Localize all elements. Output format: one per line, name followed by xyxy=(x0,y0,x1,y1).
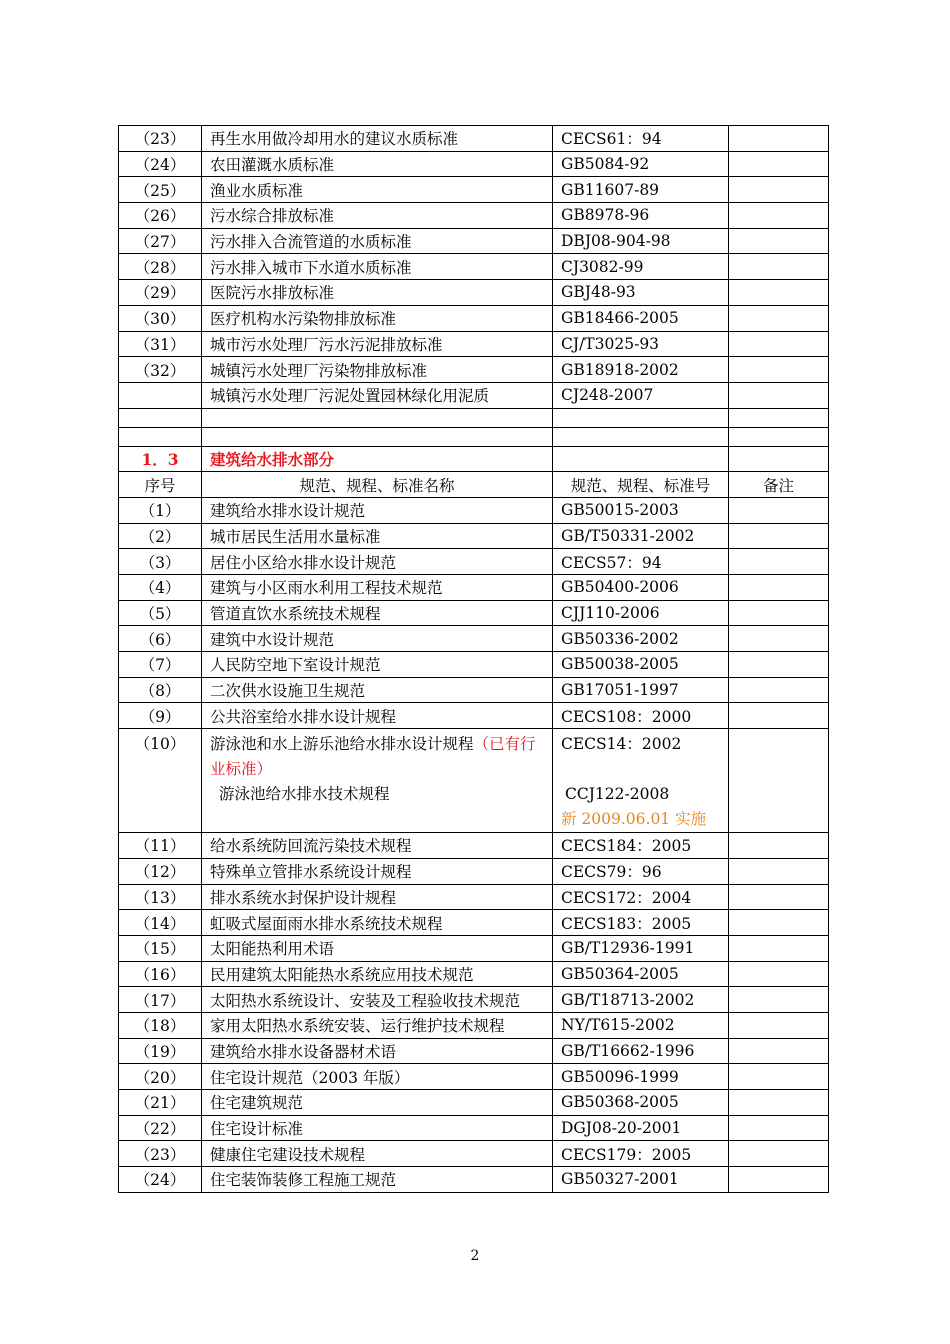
remarks-cell xyxy=(729,1064,829,1090)
standard-name: 医疗机构水污染物排放标准 xyxy=(202,305,553,331)
remarks-cell xyxy=(729,126,829,152)
row-number: （8） xyxy=(119,677,202,703)
table-row xyxy=(119,1141,829,1167)
remarks-cell xyxy=(729,305,829,331)
standard-code: CECS61：94 xyxy=(553,126,729,152)
remarks-cell xyxy=(729,1141,829,1167)
remarks-cell xyxy=(729,280,829,306)
empty-cell xyxy=(119,427,202,446)
table-row xyxy=(119,575,829,601)
row-number: （14） xyxy=(119,910,202,936)
section-heading-row xyxy=(119,446,829,472)
remarks-cell xyxy=(729,1012,829,1038)
row-number: （19） xyxy=(119,1038,202,1064)
empty-cell xyxy=(202,427,553,446)
standard-name: 管道直饮水系统技术规程 xyxy=(202,600,553,626)
standard-name: 民用建筑太阳能热水系统应用技术规范 xyxy=(202,961,553,987)
remarks-cell xyxy=(729,703,829,729)
standard-code: GB/T50331-2002 xyxy=(553,523,729,549)
empty-cell xyxy=(202,408,553,427)
table-row xyxy=(119,1090,829,1116)
standards-table xyxy=(118,125,829,1193)
remarks-cell xyxy=(729,729,829,833)
row-number: （10） xyxy=(119,729,202,833)
remarks-cell xyxy=(729,331,829,357)
standard-code: GB50096-1999 xyxy=(553,1064,729,1090)
standard-name: 居住小区给水排水设计规范 xyxy=(202,549,553,575)
row-number: （6） xyxy=(119,626,202,652)
table-row xyxy=(119,305,829,331)
row-number xyxy=(119,382,202,408)
standard-code: GB50368-2005 xyxy=(553,1090,729,1116)
standard-name: 污水排入城市下水道水质标准 xyxy=(202,254,553,280)
standard-code: CJ3082-99 xyxy=(553,254,729,280)
remarks-cell xyxy=(729,600,829,626)
standard-name: 城镇污水处理厂污泥处置园林绿化用泥质 xyxy=(202,382,553,408)
row-number: （27） xyxy=(119,228,202,254)
row-number: （12） xyxy=(119,858,202,884)
remarks-cell xyxy=(729,177,829,203)
standard-code: GB50400-2006 xyxy=(553,575,729,601)
remarks-cell xyxy=(729,935,829,961)
remarks-cell xyxy=(729,1038,829,1064)
table-row xyxy=(119,729,829,833)
standard-name: 再生水用做冷却用水的建议水质标准 xyxy=(202,126,553,152)
table-row xyxy=(119,357,829,383)
standard-name: 城镇污水处理厂污染物排放标准 xyxy=(202,357,553,383)
standard-code: GB5084-92 xyxy=(553,151,729,177)
standard-name: 城市污水处理厂污水污泥排放标准 xyxy=(202,331,553,357)
standard-name: 渔业水质标准 xyxy=(202,177,553,203)
remarks-cell xyxy=(729,884,829,910)
table-row xyxy=(119,626,829,652)
standard-name: 住宅建筑规范 xyxy=(202,1090,553,1116)
standard-code: CECS172：2004 xyxy=(553,884,729,910)
remarks-cell xyxy=(729,254,829,280)
table-row xyxy=(119,151,829,177)
standard-name: 家用太阳热水系统安装、运行维护技术规程 xyxy=(202,1012,553,1038)
header-code: 规范、规程、标准号 xyxy=(553,472,729,498)
standard-name: 住宅设计规范（2003 年版） xyxy=(202,1064,553,1090)
table-row xyxy=(119,549,829,575)
column-header-row xyxy=(119,472,829,498)
standard-code xyxy=(553,729,729,833)
table-row xyxy=(119,910,829,936)
standard-code: GB18466-2005 xyxy=(553,305,729,331)
remarks-cell xyxy=(729,1090,829,1116)
standard-code: CJ248-2007 xyxy=(553,382,729,408)
row-number: （32） xyxy=(119,357,202,383)
standard-code: CJ/T3025-93 xyxy=(553,331,729,357)
standard-name: 太阳能热利用术语 xyxy=(202,935,553,961)
remarks-cell xyxy=(729,228,829,254)
row-number: （15） xyxy=(119,935,202,961)
standard-code: CJJ110-2006 xyxy=(553,600,729,626)
row-number: （13） xyxy=(119,884,202,910)
standard-code: NY/T615-2002 xyxy=(553,1012,729,1038)
standard-name: 建筑给水排水设计规范 xyxy=(202,497,553,523)
row-number: （20） xyxy=(119,1064,202,1090)
standard-code: GB8978-96 xyxy=(553,203,729,229)
row-number: （30） xyxy=(119,305,202,331)
table-row xyxy=(119,1012,829,1038)
row-number: （2） xyxy=(119,523,202,549)
table-row xyxy=(119,858,829,884)
remarks-cell xyxy=(729,575,829,601)
row-number: （18） xyxy=(119,1012,202,1038)
table-row xyxy=(119,331,829,357)
header-remarks: 备注 xyxy=(729,472,829,498)
remarks-cell xyxy=(729,833,829,859)
table-row xyxy=(119,677,829,703)
row-number: （23） xyxy=(119,126,202,152)
standard-name: 虹吸式屋面雨水排水系统技术规程 xyxy=(202,910,553,936)
row-number: （31） xyxy=(119,331,202,357)
header-name: 规范、规程、标准名称 xyxy=(202,472,553,498)
row-number: （25） xyxy=(119,177,202,203)
table-row xyxy=(119,703,829,729)
row-number: （24） xyxy=(119,1167,202,1193)
standard-code: GB50327-2001 xyxy=(553,1167,729,1193)
standard-code: GB18918-2002 xyxy=(553,357,729,383)
effective-date-note: 新 2009.06.01 实施 xyxy=(561,810,707,829)
standard-name: 建筑中水设计规范 xyxy=(202,626,553,652)
standard-code: GB/T12936-1991 xyxy=(553,935,729,961)
table-row xyxy=(119,280,829,306)
standard-code: GB/T18713-2002 xyxy=(553,987,729,1013)
blank-row xyxy=(119,427,829,446)
industry-standard-note: （已有行业标准） xyxy=(210,735,536,779)
remarks-cell xyxy=(729,382,829,408)
empty-cell xyxy=(729,408,829,427)
standard-name: 给水系统防回流污染技术规程 xyxy=(202,833,553,859)
standard-name: 污水排入合流管道的水质标准 xyxy=(202,228,553,254)
table-row xyxy=(119,652,829,678)
table-row xyxy=(119,497,829,523)
row-number: （22） xyxy=(119,1115,202,1141)
standard-name: 太阳热水系统设计、安装及工程验收技术规范 xyxy=(202,987,553,1013)
standard-name: 公共浴室给水排水设计规程 xyxy=(202,703,553,729)
row-number: （16） xyxy=(119,961,202,987)
standard-code-text: CECS14：2002 xyxy=(561,735,682,754)
row-number: （24） xyxy=(119,151,202,177)
standard-name: 人民防空地下室设计规范 xyxy=(202,652,553,678)
row-number: （23） xyxy=(119,1141,202,1167)
remarks-cell xyxy=(729,652,829,678)
table-row xyxy=(119,1064,829,1090)
table-row xyxy=(119,935,829,961)
remarks-cell xyxy=(729,677,829,703)
remarks-cell xyxy=(729,151,829,177)
remarks-cell xyxy=(729,357,829,383)
standard-code: GB50336-2002 xyxy=(553,626,729,652)
standard-name xyxy=(202,729,553,833)
standard-name-text: 游泳池和水上游乐池给水排水设计规程 xyxy=(210,735,474,754)
standard-code: GBJ48-93 xyxy=(553,280,729,306)
remarks-cell xyxy=(729,961,829,987)
standard-name: 排水系统水封保护设计规程 xyxy=(202,884,553,910)
remarks-cell xyxy=(729,858,829,884)
remarks-cell xyxy=(729,1115,829,1141)
standard-code: GB17051-1997 xyxy=(553,677,729,703)
row-number: （3） xyxy=(119,549,202,575)
standard-name: 医院污水排放标准 xyxy=(202,280,553,306)
table-row xyxy=(119,1038,829,1064)
table-row xyxy=(119,228,829,254)
table-row xyxy=(119,961,829,987)
table-row xyxy=(119,884,829,910)
table-row xyxy=(119,126,829,152)
standard-code: GB50364-2005 xyxy=(553,961,729,987)
table-row xyxy=(119,833,829,859)
row-number: （5） xyxy=(119,600,202,626)
empty-cell xyxy=(729,446,829,472)
table-row xyxy=(119,254,829,280)
row-number: （4） xyxy=(119,575,202,601)
section-title: 建筑给水排水部分 xyxy=(202,446,553,472)
table-row xyxy=(119,523,829,549)
standard-name-text: 游泳池给水排水技术规程 xyxy=(219,785,390,804)
standard-name: 城市居民生活用水量标准 xyxy=(202,523,553,549)
row-number: （1） xyxy=(119,497,202,523)
standard-code: DBJ08-904-98 xyxy=(553,228,729,254)
row-number: （28） xyxy=(119,254,202,280)
row-number: （21） xyxy=(119,1090,202,1116)
standard-code: CECS179：2005 xyxy=(553,1141,729,1167)
standard-code: DGJ08-20-2001 xyxy=(553,1115,729,1141)
remarks-cell xyxy=(729,523,829,549)
empty-cell xyxy=(553,427,729,446)
standards-table-body xyxy=(119,126,829,1193)
standard-code: GB50038-2005 xyxy=(553,652,729,678)
standard-name: 住宅装饰装修工程施工规范 xyxy=(202,1167,553,1193)
remarks-cell xyxy=(729,910,829,936)
table-row xyxy=(119,987,829,1013)
standard-code: CECS79：96 xyxy=(553,858,729,884)
standard-name: 建筑与小区雨水利用工程技术规范 xyxy=(202,575,553,601)
row-number: （9） xyxy=(119,703,202,729)
table-row xyxy=(119,177,829,203)
standard-name: 污水综合排放标准 xyxy=(202,203,553,229)
standard-code: GB/T16662-1996 xyxy=(553,1038,729,1064)
blank-row xyxy=(119,408,829,427)
empty-cell xyxy=(119,408,202,427)
row-number: （7） xyxy=(119,652,202,678)
standard-code: CECS184：2005 xyxy=(553,833,729,859)
standard-name: 特殊单立管排水系统设计规程 xyxy=(202,858,553,884)
row-number: （11） xyxy=(119,833,202,859)
standard-code-text: CCJ122-2008 xyxy=(565,785,670,804)
standard-name: 农田灌溉水质标准 xyxy=(202,151,553,177)
header-number: 序号 xyxy=(119,472,202,498)
table-row xyxy=(119,1167,829,1193)
remarks-cell xyxy=(729,549,829,575)
spacer xyxy=(561,757,720,782)
row-number: （29） xyxy=(119,280,202,306)
standard-code: CECS57：94 xyxy=(553,549,729,575)
table-row xyxy=(119,382,829,408)
standard-name: 住宅设计标准 xyxy=(202,1115,553,1141)
remarks-cell xyxy=(729,497,829,523)
empty-cell xyxy=(729,427,829,446)
standard-name: 健康住宅建设技术规程 xyxy=(202,1141,553,1167)
row-number: （17） xyxy=(119,987,202,1013)
row-number: （26） xyxy=(119,203,202,229)
empty-cell xyxy=(553,408,729,427)
table-row xyxy=(119,1115,829,1141)
remarks-cell xyxy=(729,203,829,229)
standard-code: GB50015-2003 xyxy=(553,497,729,523)
remarks-cell xyxy=(729,987,829,1013)
section-number: 1．3 xyxy=(119,446,202,472)
standard-code: CECS108：2000 xyxy=(553,703,729,729)
page-number: 2 xyxy=(470,1248,480,1264)
table-row xyxy=(119,203,829,229)
empty-cell xyxy=(553,446,729,472)
standard-code: CECS183：2005 xyxy=(553,910,729,936)
remarks-cell xyxy=(729,1167,829,1193)
table-row xyxy=(119,600,829,626)
standard-code: GB11607-89 xyxy=(553,177,729,203)
standard-name: 建筑给水排水设备器材术语 xyxy=(202,1038,553,1064)
standard-name: 二次供水设施卫生规范 xyxy=(202,677,553,703)
remarks-cell xyxy=(729,626,829,652)
